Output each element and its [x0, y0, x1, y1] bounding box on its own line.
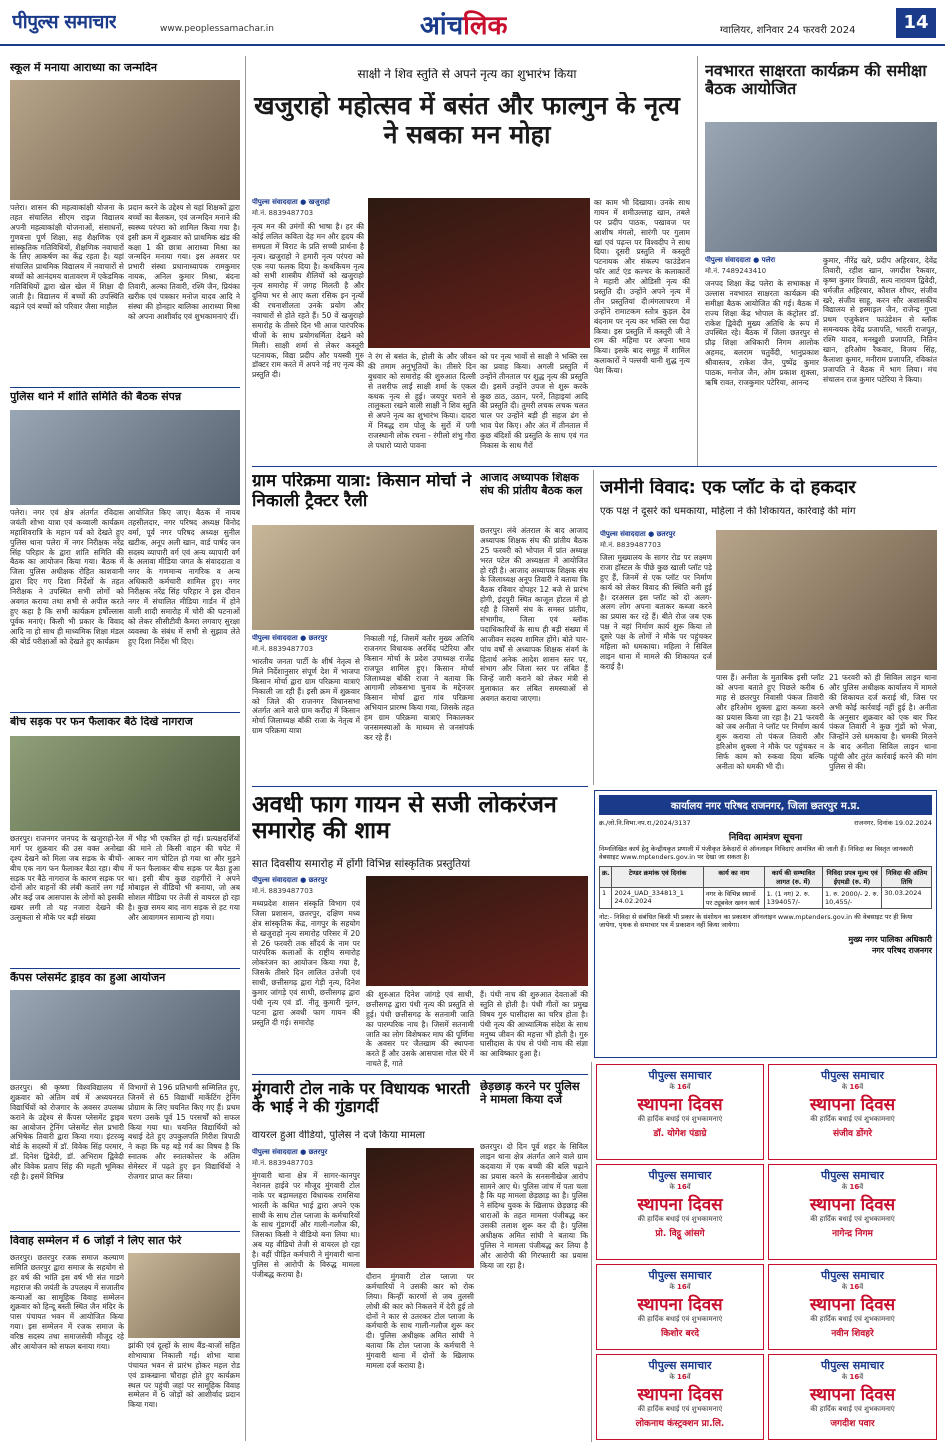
- tender-date: राजनगर, दिनांक 19.02.2024: [854, 819, 932, 827]
- khajuraho-dancer-photo: [368, 198, 590, 348]
- column-divider: [591, 1062, 592, 1442]
- tender-signatory: मुख्य नगर पालिका अधिकारी: [848, 934, 932, 944]
- ad-foundation-day: स्थापना दिवस: [637, 1095, 723, 1115]
- ad-wishes: की हार्दिक बधाई एवं शुभकामनाएं: [637, 1315, 723, 1323]
- ad-number: 16: [676, 1183, 687, 1191]
- ad-card-8[interactable]: [768, 1354, 937, 1440]
- ad-ke: के: [841, 1083, 848, 1091]
- ad-brand: पीपुल्स समाचार: [821, 1269, 884, 1282]
- ad-number: 16: [676, 1283, 687, 1291]
- ad-wishes: की हार्दिक बधाई एवं शुभकामनाएं: [637, 1405, 723, 1413]
- snake-body-1: छतरपुर। राजनगर जनपद के खजुराहो-रेल मार्ग पर शुक्रवार की उस वक्त अनोखा दृश्य देखने को मिला जब सड़क के बीचों-बीच एक नाग फन फैलाकर बैठा रहा। बीच सड़क पर बैठे नागराज के कारण सड़क पर दोनों ओर वाहनों की लंबी कतारें लग गईं और कई जब आसपास के लोगों को इसकी खबर लगी तो यह नजारा देखने की उत्सुकता से मौके पर बड़ी संख्या: [10, 834, 124, 923]
- wedding-body-2: झांकी एवं दूल्हों के साथ बैंड-बाजों सहित शोभायात्रा निकाली गई। शोभा यात्रा पंचायत भवन से प्रारंभ होकर महल रोड एवं डाकखाना चौराहा होते हुए कार्यक्रम स्थल पर पहुंची जहां पर सामूहिक विवाह सम्मेलन में 6 जोड़ों को आशीर्वाद प्रदान किया गया।: [128, 1341, 240, 1410]
- ad-anniversary: [769, 1283, 936, 1292]
- tender-col-header: कार्य का नाम: [703, 866, 764, 887]
- tender-office: कार्यालय नगर परिषद राजनगर, जिला छतरपुर म.प्र.: [599, 795, 932, 815]
- land-photo: [716, 530, 937, 670]
- snake-body-2: में भीड़ भी एकत्रित हो गई। प्रत्यक्षदर्शियों की माने तो किसी वाहन की चपेट में आकर नाग चोटिल हो गया था और मुड़ने में फन फैलाकर बीच सड़क पर बैठा हुआ था। इसी बीच कुछ राहगीरों ने अपने मोबाइल से वीडियो भी बनाया, जो अब सोशल मीडिया पर तेजी से वायरल हो रहा है। कुछ समय बाद नाग सड़क से हट गया और आवागमन सामान्य हो गया।: [128, 834, 240, 923]
- tender-col-header: कार्य की सम्भावित लागत (रु. में): [764, 866, 822, 887]
- ad-brand: पीपुल्स समाचार: [648, 1169, 712, 1182]
- awadhi-subheadline: सात दिवसीय समारोह में होंगी विभिन्न सांस्कृतिक प्रस्तुतियां: [252, 858, 471, 870]
- section-title-b: लिक: [463, 11, 508, 41]
- ad-sponsor-name: प्रो. विट्ठू आंसगे: [655, 1229, 705, 1239]
- khajuraho-body-2: ने रंग से बसंत के, होली के और जीवन की तमाम अनुभूतियों के। तीसरे दिन बुधवार को समारोह की शुरुआत दिल्ली से तशरीफ लाईं साक्षी शर्मा के एकल कथक नृत्य से हुई। जयपुर घराने से तालुकता रखने वाली साक्षी ने शिव स्तुति से अपने नृत्य का शुभारंभ किया। दादरा में निबद्ध राम पोलू के सुरों में पगी राजस्थानी लोक रचना - रंगीलो शंभु गौरा ले पधारो प्यारो पावना: [368, 352, 476, 451]
- ad-ke: के: [669, 1083, 675, 1091]
- awadhi-body-3: हैं। पंथी नाच की शुरुआत देवताओं की स्तुति से होती है। पंथी गीतों का प्रमुख विषय गुरु घासीदास का चरित्र होता है। पंथी नृत्य की आध्यात्मिक संदेश के साथ मनुष्य जीवन की महत्ता भी होती है। गुरु घासीदास के पंथ से पंथी नाच की संज्ञा का आविष्कार हुआ है।: [480, 990, 588, 1059]
- awadhi-mobile: मो.नं. 8839487703: [252, 887, 314, 895]
- ad-anniversary: [597, 1373, 763, 1382]
- column-divider: [593, 470, 594, 785]
- tender-cell: 2024_UAD_334813_1 24.02.2024: [612, 887, 703, 908]
- literacy-headline: नवभारत साक्षरता कार्यक्रम की समीक्षा बैठक आयोजित: [705, 62, 927, 99]
- ad-ke: के: [841, 1283, 848, 1291]
- tender-cell: 30.03.2024: [882, 887, 932, 908]
- ad-ke: के: [669, 1283, 675, 1291]
- awadhi-body-2: की शुरुआत दिनेश जांगड़े एवं साथी, छत्तीसगढ़ द्वारा पंथी नृत्य की प्रस्तुति से हुई। पंथी छत्तीसगढ़ के सतनामी जाति का पारम्परिक नाच है। जिसमें सतनामी जाति का लोग विशेषकर माघ की पूर्णिमा के अवसर पर जैतखाम की स्थापना करते हैं और उसके आसपास गोल घेरे में नाचते हैं, गाते: [366, 990, 474, 1069]
- campus-body-1: छतरपुर। श्री कृष्णा विश्वविद्यालय में शुक्रवार को अंतिम वर्ष में अध्ययनरत विद्यार्थियों को रोजगार के अवसर उपलब्ध कराने के उद्देश्य से कैंपस प्लेसमेंट ड्राइव का आयोजन ट्रेनिंग प्लेसमेंट सेल प्रभारी अभिषेक तिवारी द्वारा किया गया। इंटरव्यू बोर्ड के सदस्यों में डॉ. विवेक सिंह परमार, डॉ. दिनेश द्विवेदी, डॉ. अभिराम द्विवेदी और विवेक प्रताप सिंह की महती भूमिका रही है। इसमें विभिन्न: [10, 1083, 124, 1182]
- ad-sponsor-name: संजीव डोंगरे: [832, 1129, 873, 1139]
- ad-card-1[interactable]: [596, 1064, 764, 1160]
- ad-foundation-day: स्थापना दिवस: [637, 1385, 723, 1405]
- ad-sponsor-name: नागेन्द्र निगम: [832, 1229, 873, 1239]
- teachers-headline: आजाद अध्यापक शिक्षक संघ की प्रांतीय बैठक कल: [480, 472, 583, 497]
- khajuraho-byline: पीपुल्स संवाददाता ● खजुराहो: [252, 198, 330, 206]
- page-number: 14: [896, 8, 936, 38]
- tractor-mobile: मो.नं. 8839487703: [252, 645, 314, 653]
- ad-suffix: वें: [859, 1083, 864, 1091]
- ad-wishes: की हार्दिक बधाई एवं शुभकामनाएं: [637, 1215, 723, 1223]
- ad-anniversary: [769, 1083, 936, 1092]
- tender-signatory-office: नगर परिषद राजनगर: [871, 945, 932, 955]
- tractor-byline: पीपुल्स संवाददाता ● छतरपुर: [252, 634, 328, 642]
- divider: [252, 786, 588, 787]
- ad-brand: पीपुल्स समाचार: [648, 1269, 712, 1282]
- tender-col-header: निविदा प्रपत्र मूल्य एवं ईएमडी (रु. में): [822, 866, 881, 887]
- ad-anniversary: [769, 1183, 936, 1192]
- toll-subheadline: वायरल हुआ वीडियो, पुलिस ने दर्ज किया मामला: [252, 1130, 425, 1141]
- ad-foundation-day: स्थापना दिवस: [809, 1095, 896, 1115]
- ad-number: 16: [676, 1373, 687, 1381]
- ad-card-4[interactable]: [768, 1164, 937, 1260]
- toll-body-2: दौरान मुंगवारी टोल प्लाजा पर कर्मचारियों ने उसकी कार को रोक लिया। किन्हीं कारणों से जब तुलसी लोधी की कार को निकलने में देरी हुई तो दोनों ने कार से उतरकर टोल प्लाजा के कर्मचारी के साथ गाली-गलौज शुरू कर दी। पुलिस अधीक्षक अमित सांघी ने बताया कि टोल प्लाजा के कर्मचारी ने मुंगवारी थाना में दोनों के खिलाफ मामला दर्ज कराया है।: [366, 1272, 474, 1371]
- literacy-byline: पीपुल्स संवाददाता ● पलेरा: [705, 256, 776, 264]
- land-mobile: मो.नं. 8839487703: [600, 541, 662, 549]
- literacy-photo: [705, 122, 937, 252]
- newspaper-logo[interactable]: पीपुल्स समाचार: [12, 11, 117, 33]
- ad-brand: पीपुल्स समाचार: [648, 1359, 712, 1372]
- section-title-a: आंच: [420, 11, 464, 41]
- awadhi-photo: [366, 876, 588, 986]
- teachers-body-1: छतरपुर। लंबे अंतराल के बाद आजाद अध्यापक शिक्षक संघ की प्रांतीय बैठक 25 फरवरी को भोपाल में प्रांत अध्यक्ष भरत पटेल की अध्यक्षता में आयोजित हो रही है। आजाद अध्यापक शिक्षक संघ के जिलाध्यक्ष अनूप तिवारी ने बताया कि बैठक रविवार दोपहर 12 बजे से प्रारंभ होगी, इंदपुरी स्थित काजूल होटल में हो रही है जिसमें संघ के समस्त प्रांतीय, संभागीय, जिला एवं ब्लॉक पदाधिकारियों के साथ ही बड़ी संख्या में आजीवन सदस्य शामिल होंगे। बोते चार-पांच वर्षों से अध्यापक शिक्षक संवर्ग के हितार्थ अनेक आदेश शासन स्तर पर, संभाग और जिला स्तर पर लंबित हैं जिन्हें जारी कराने को लेकर मंत्री से मुलाकात कर लंबित समस्याओं से अवगत कराया जाएगा।: [480, 526, 588, 704]
- tractor-headline: ग्राम परिक्रमा यात्रा: किसान मोर्चा ने निकाली ट्रैक्टर रैली: [252, 472, 472, 511]
- divider: [10, 712, 240, 713]
- land-body-2: पास हैं। अनीता के मुताबिक इसी प्लॉट को अपना बताते हुए पिछले करीब 6 माह से छतरपुर निवासी पंकज तिवारी और हरिओम शुक्ला द्वारा कब्जा करने का प्रयास किया जा रहा है। 21 फरवरी को जब अनीता ने प्लॉट पर निर्माण कार्य शुरू कराया तो पंकज तिवारी और हरिओम शुक्ला ने मौके पर पहुंचकर न सिर्फ काम को रुकवा दिया बल्कि अनीता को धमकी भी दी।: [716, 673, 824, 772]
- campus-headline: कैंपस प्लेसमेंट ड्राइव का हुआ आयोजन: [10, 972, 166, 984]
- ad-sponsor-name: लोकनाथ कंस्ट्रक्शन प्रा.लि.: [635, 1419, 725, 1429]
- ad-foundation-day: स्थापना दिवस: [637, 1295, 723, 1315]
- ad-ke: के: [841, 1373, 848, 1381]
- ad-foundation-day: स्थापना दिवस: [809, 1195, 896, 1215]
- ad-anniversary: [597, 1083, 763, 1092]
- literacy-body-1: जनपद शिक्षा केंद्र पलेरा के सभाकक्ष में उल्लास नवभारत साक्षरता कार्यक्रम की समीक्षा बैठक आयोजित की गई। बैठक में राज्य शिक्षा केंद्र भोपाल के कंट्रोलर डॉ. राकेश द्विवेदी मुख्य अतिथि के रूप में उपस्थित रहे। बैठक में जिला छतरपुर से प्रौढ़ शिक्षा अधिकारी निगम आलोक अहमद, बलराम चतुर्वेदी, भानुप्रकाश श्रीवास्तव, राकेश जैन, पुष्पेंद्र कुमार पाठक, मनोज जैन, ओम प्रकाश शुक्ला, ऋषि रावत, राजकुमार पटेरिया, आनन्द: [705, 279, 819, 387]
- tender-cell: 1: [600, 887, 612, 908]
- school-photo: [10, 80, 240, 200]
- ad-suffix: वें: [859, 1183, 864, 1191]
- molest-body-1: छतरपुर। दो दिन पूर्व शहर के सिविल लाइन थाना क्षेत्र अंतर्गत आने वाले ग्राम कदवाया में एक बच्ची की बलि चढ़ाने का प्रयास करने के सनसनीखेज आरोप सामने आए थे। पुलिस जांच में पता चला है कि यह मामला छेड़छाड़ का है। पुलिस ने संदिग्ध युवक के खिलाफ छेड़छाड़ की धाराओं के तहत मामला पंजीबद्ध कर उसकी तलाश शुरू कर दी है। पुलिस अधीक्षक अमित सांघी ने बताया कि पुलिस ने मामला पंजीबद्ध कर लिया है और आरोपी की गिरफ्तारी का प्रयास किया जा रहा है।: [480, 1142, 588, 1270]
- ad-card-7[interactable]: [596, 1354, 764, 1440]
- tender-note: नोट:- निविदा से संबंधित किसी भी प्रकार के संशोधन का प्रकाशन ऑनलाइन www.mptenders.gov.in की वेबसाइट पर ही किया जायेगा, पृथक से समाचार पत्र में प्रकाशन नहीं किया जायेगा।: [599, 912, 913, 930]
- ad-suffix: वें: [686, 1283, 691, 1291]
- ad-suffix: वें: [859, 1283, 864, 1291]
- ad-ke: के: [841, 1183, 848, 1191]
- awadhi-body-1: मध्यप्रदेश शासन संस्कृति विभाग एवं जिला प्रशासन, छतरपुर, दक्षिण मध्य क्षेत्र सांस्कृतिक केंद्र, नागपुर के सहयोग से खजुराहो नृत्य समारोह परिसर में 20 से 26 फरवरी तक सौंदर्य के नाम पर पारंपरिक कलाओं के राष्ट्रीय समारोह लोकरंजन का आयोजन किया गया है, जिसके तीसरे दिन लालित उत्तेजी एवं साथी, छत्तीसगढ़ द्वारा गेड़ी नृत्य, दिनेश कुमार जांगड़े एवं साथी, छत्तीसगढ़ द्वारा पंथी नृत्य एवं डॉ. नीतू कुमारी नूतन, पटना द्वारा अवधी फाग गायन की प्रस्तुति दी गई। समारोह: [252, 899, 360, 1027]
- column-divider: [697, 56, 698, 466]
- tractor-body-1: भारतीय जनता पार्टी के शीर्ष नेतृत्व से मिले निर्देशानुसार संपूर्ण देश में भाजपा किसान मोर्चा द्वारा ग्राम परिक्रमा यात्राएं निकाली जा रही हैं। इसी क्रम में शुक्रवार को जिले की राजनगर विधानसभा अंतर्गत आने वाले ग्राम करौंदा में किसान मोर्चा जिलाध्यक्ष बाँकी राजा के नेतृत्व में ग्राम परिक्रमा यात्रा: [252, 657, 360, 736]
- ad-brand: पीपुल्स समाचार: [821, 1359, 884, 1372]
- tender-col-header: क्र.: [600, 866, 612, 887]
- ad-sponsor-name: डॉ. योगेश पंडाग्रे: [653, 1129, 707, 1139]
- ad-wishes: की हार्दिक बधाई एवं शुभकामनाएं: [810, 1315, 895, 1323]
- tender-cell: 1. (1 नग) 2. रु. 1394057/-: [764, 887, 822, 908]
- ad-brand: पीपुल्स समाचार: [821, 1169, 884, 1182]
- ad-card-2[interactable]: [768, 1064, 937, 1160]
- ad-anniversary: [769, 1373, 936, 1382]
- tender-col-header: टेण्डर क्रमांक एवं दिनांक: [612, 866, 703, 887]
- tractor-photo: [252, 525, 474, 630]
- literacy-body-2: कुमार, नीरेंद्र खरे, प्रदीप अहिरवार, देवेंद्र तिवारी, रहीश खान, जगदीश रैकवार, कृष्ण कुमार त्रिपाठी, सत्य नारायण द्विवेदी, धर्मजीत अहिरवार, कौशल शौचर, संजीव खरे, संजीव साहू, करन सौर अशासकीय विद्यालय से इस्माइल जैन, राजेन्द्र गुप्ता प्रथम एजुकेशन फाउंडेशन से ब्लॉक समन्वयक देवेंद्र प्रजापति, भारती राजपूत, रश्मि यादव, मनखुशी प्रजापति, नितिन खान, हरिओम रैकवार, विजय सिंह, कैलाशा कुमार, मनीराम प्रजापति, रविकांत प्रजापति ने बैठक में भाग लिया। मंच संचालन राज कुमार पटेरिया ने किया।: [823, 256, 937, 384]
- ad-wishes: की हार्दिक बधाई एवं शुभकामनाएं: [810, 1405, 895, 1413]
- school-body-2: प्रदान करने के उद्देश्य से यहां शिक्षकों द्वारा बच्चों का बैलकम, एवं जन्मदिन मनाने की स्वस्थ्य परंपरा को शामिल किया गया है। इसी क्रम में शुक्रवार को प्राथमिक खंड की कक्षा 1 की छात्रा आराध्या मिश्रा का जन्मदिन मनाया गया। इस अवसर पर प्रभारी संस्था प्रधानाध्यापक रामकुमार नायक, अनिल कुमार मिश्रा, बंदना तिवारी, अल्का तिवारी, रश्मि जैन, प्रियंका खरीक एवं पत्रकार मनोज यादव आदि ने संस्था की होनहार बालिका आराध्या मिश्रा को अपना आशीर्वाद एवं शुभकामनाएं दीं।: [128, 203, 240, 321]
- khajuraho-body-1: नृत्य मन की उमंगों की भाषा है। हर की कोई ललित कविता देह मन और हृदय की समग्रता में विराट के प्रति सच्ची प्रार्थना है नृत्य। खजुराहो ने हमारी नृत्य परंपरा को एक नया फलक दिया है। कथकियम नृत्य को सभी शास्त्रीय शैलियों को खजुराहो नृत्य समारोह में जगह मिलती है और दुनिया भर से आए कला रसिक इन नृत्यों की रचनाशीलता उनके प्रयोग और नवाचारों से होते रहते हैं। 50 वें खजुराहो समारोह के तीसरे दिन भी आज पारंपरिक चीजों के साथ प्रयोगधर्मिता देखने को मिली। साक्षी शर्मा से लेकर कस्तूरी पटनायक, विद्या प्रदीप और पयस्वी गुरु डॉक्टर राम करते में अपने नई नए नृत्य की प्रस्तुति दी।: [252, 222, 364, 380]
- tender-header-row: [600, 866, 932, 887]
- ad-card-5[interactable]: [596, 1264, 764, 1350]
- toll-mobile: मो.नं. 8839487703: [252, 1159, 314, 1167]
- tender-intro: निम्नलिखित कार्य हेतु केन्द्रीयकृत प्रणाली में पंजीकृत ठेकेदारों से ऑनलाइन निविदाएं आमंत्रित की जाती हैं। निविदा का विस्तृत जानकारी वेबसाइट www.mptenders.gov.in पर देखा जा सकता है।: [599, 845, 914, 862]
- literacy-mobile: मो.नं. 7489243410: [705, 267, 767, 275]
- land-body-1: जिला मुख्यालय के सागर रोड पर लक्ष्मण राजा हॉस्टल के पीछे कुछ खाली प्लॉट पड़े हुए हैं, जिनमें से एक प्लॉट पर निर्माण कार्य को लेकर विवाद की स्थिति बनी हुई है। दरअसल इस प्लॉट को दो अलग-अलग लोग अपना बताकर कब्जा करने का प्रयास कर रहे हैं। बीते रोज जब एक पक्ष ने यहां निर्माण कार्य शुरू किया तो दूसरे पक्ष के लोगों ने मौके पर पहुंचकर महिला को धमकाया। महिला ने सिविल लाइन थाना में मामले की शिकायत दर्ज कराई है।: [600, 553, 712, 671]
- divider: [10, 1231, 240, 1232]
- ad-suffix: वें: [686, 1183, 691, 1191]
- police-body-1: पलेरा। नगर एवं क्षेत्र अंतर्गत रविदास जयंती शोभा यात्रा एवं कव्वाली कार्यक्रम महाशिवरात्रि के महान पर्व को देखते हुए पुलिस थाना पलेरा में नगर निरीक्षक नरेंद्र सिंह परिहार के द्वारा शांति समिति की बैठक का आयोजन किया गया। बैठक में जिला पुलिस अधीक्षक रोहित काशवानी द्वारा दिए गए दिशा निर्देशों के तहत निरीक्षक ने उपस्थित सभी लोगों को अवगत कराया तथा सभी से अपील करते हुए कहा है कि सभी कार्यक्रम हर्षोल्लास पूर्वक मनाएं। किसी भी प्रकार के विवाद आदि ना हो साथ ही माध्यमिक शिक्षा मंडल की बोर्ड परीक्षाओं को देखते हुए कार्यक्रम: [10, 508, 124, 646]
- ad-wishes: की हार्दिक बधाई एवं शुभकामनाएं: [810, 1215, 895, 1223]
- divider: [252, 466, 937, 467]
- ad-foundation-day: स्थापना दिवस: [637, 1195, 723, 1215]
- column-divider: [245, 56, 246, 1441]
- ad-number: 16: [849, 1373, 860, 1381]
- ad-suffix: वें: [686, 1373, 691, 1381]
- molest-headline: छेड़छाड़ करने पर पुलिस ने मामला किया दर्ज: [480, 1080, 580, 1107]
- ad-foundation-day: स्थापना दिवस: [809, 1385, 896, 1405]
- snake-headline: बीच सड़क पर फन फैलाकर बैठे दिखे नागराज: [10, 716, 193, 728]
- tender-refline: [599, 818, 932, 827]
- ad-anniversary: [597, 1183, 763, 1192]
- website-url[interactable]: www.peoplessamachar.in: [160, 24, 274, 34]
- tender-cell: नगर के विभिन्न स्थानों पर ट्यूबवेल खनन कार्य: [703, 887, 764, 908]
- khajuraho-body-3: को पर नृत्य भावों से साक्षी ने भक्ति रस का प्रवाह किया। अगली प्रस्तुति में उन्होंने तीनताल पर शुद्ध नृत्य की प्रस्तुति दी। इसमें उन्होंने उपज से शुरू करके कुछ ठाठ, उठान, परनें, तिहाइयां आदि की प्रस्तुति दी। तुमरी लचक लचक चलत चाल पर उन्होंने बड़ी ही सहज ढंग से भाव पेश किए। और अंत में तीनताल में कुछ बंदिशों की प्रस्तुति के साथ एवं गत निकास के साथ गैरों: [480, 352, 588, 451]
- khajuraho-headline: खजुराहो महोत्सव में बसंत और फाल्गुन के नृत्य ने सबका मन मोहा: [254, 92, 680, 149]
- toll-photo: [366, 1148, 474, 1268]
- divider: [10, 387, 240, 388]
- khajuraho-mobile: मो.नं. 8839487703: [252, 209, 314, 217]
- police-headline: पुलिस थाने में शांति समिति की बैठक संपन्न: [10, 391, 182, 403]
- toll-body-1: मुंगवारी थाना क्षेत्र में सागर-कानपुर नेशनल हाईवे पर मौजूद मुंगवारी टोल नाके पर बड़ामलहरा विधायक रामसिया भारती के कथित भाई द्वारा अपने एक साथी के साथ टोल प्लाजा के कर्मचारियों के साथ गुंडागर्दी और गाली-गलौज की, जिसका किसी ने वीडियो बना लिया था। अब यह वीडियो तेजी से वायरल हो रहा है। वहीं पीड़ित कर्मचारी ने मुंगवारी थाना पुलिस से आरोपी के विरुद्ध मामला पंजीबद्ध कराया है।: [252, 1171, 360, 1279]
- ad-suffix: वें: [859, 1373, 864, 1381]
- land-body-3: 21 फरवरी को ही सिविल लाइन थाना और पुलिस अधीक्षक कार्यालय में मामले की शिकायत दर्ज कराई थी, जिस पर अभी कोई कार्रवाई नहीं हुई है। अनीता के अनुसार शुक्रवार को एक बार फिर पंकज तिवारी ने कुछ गुंडों को भेजा, जिन्होंने उसे धमकाया है। धमकी मिलने के बाद अनीता सिविल लाइन थाना पहुंची और तुरंत कार्रवाई करने की मांग पुलिस से की।: [829, 673, 937, 772]
- tender-col-header: निविदा की अंतिम तिथि: [882, 866, 932, 887]
- ad-ke: के: [669, 1183, 675, 1191]
- divider: [252, 1074, 588, 1075]
- campus-body-2: विभागों से 196 प्रतिभागी सम्मिलित हुए, जिनमें से 65 विद्यार्थी मार्केटिंग ट्रेनिंग प्रोग्राम के लिए चयनित किए गए हैं। प्रथम चरण उसके पूर्व 15 परसर्चों को सफल किया गया था। चयनित विद्यार्थियों को बधाई देते हुए उपकुलपति गिरीश त्रिपाठी ने कहा कि यह बड़े गर्व का विषय है कि स्नातक और स्नातकोत्तर के अंतिम सेमेस्टर में पढ़ते हुए इन विद्यार्थियों ने रोजगार प्राप्त कर लिया।: [128, 1083, 240, 1182]
- awadhi-headline: अवधी फाग गायन से सजी लोकरंजन समारोह की शाम: [252, 792, 557, 845]
- ad-brand: पीपुल्स समाचार: [648, 1069, 712, 1082]
- school-headline: स्कूल में मनाया आराध्या का जन्मदिन: [10, 62, 157, 74]
- toll-byline: पीपुल्स संवाददाता ● छतरपुर: [252, 1148, 328, 1156]
- land-subheadline: एक पक्ष ने दूसरे को धमकाया, महिला ने की शिकायत, कार्रवाई की मांग: [600, 506, 856, 517]
- toll-headline: मुंगवारी टोल नाके पर विधायक भारती के भाई ने की गुंडागर्दी: [252, 1080, 470, 1117]
- ad-anniversary: [597, 1283, 763, 1292]
- tractor-body-2: निकाली गई, जिसमें बतौर मुख्य अतिथि राजनगर विधायक अरविंद पटेरिया और किसान मोर्चा के प्रदेश उपाध्यक्ष राजेंद्र राजपूत शामिल हुए। किसान मोर्चा जिलाध्यक्ष बाँकी राजा ने बताया कि आगामी लोकसभा चुनाव के मद्देनजर किसान मोर्चा द्वारा गांव परिक्रमा अभियान प्रारम्भ किया गया, जिसके तहत हम ग्राम परिक्रमा यात्राएं निकालकर जनसमस्याओं के माध्यम से जनसंपर्क कर रहे हैं।: [364, 634, 474, 742]
- ad-ke: के: [669, 1373, 675, 1381]
- ad-number: 16: [849, 1283, 860, 1291]
- school-body-1: पलेरा। शासन की महत्वाकांक्षी योजना के तहत संचालित सीएम राइज विद्यालय अपनी महत्वाकांक्षी योजनाओं, संसाधनों, गुणवत्ता पूर्ण शिक्षा, सह शैक्षणिक एवं सांस्कृतिक गतिविधियों, शैक्षणिक नवाचारों के लिए आकर्षण का केंद्र रहता है। यहां संचालित प्राथमिक विद्यालय में नवाचारों से बच्चों को आनंदमय वातावरण में एकेडमिक गतिविधियों द्वारा खेल खेल में शिक्षा दी जाती है। विद्यालय में बच्चों की उपस्थिति बढ़ाने एवं बच्चों को परिवार जैसा माहौल: [10, 203, 124, 311]
- wedding-headline: विवाह सम्मेलन में 6 जोड़ों ने लिए सात फेरे: [10, 1235, 182, 1247]
- tender-row: [600, 887, 932, 908]
- ad-wishes: की हार्दिक बधाई एवं शुभकामनाएं: [637, 1115, 723, 1123]
- land-byline: पीपुल्स संवाददाता ● छतरपुर: [600, 530, 676, 538]
- ad-number: 16: [676, 1083, 687, 1091]
- police-body-2: आयोजित किए जाए। बैठक में नायब तहसीलदार, नगर परिषद अध्यक्ष विनोद वर्मा, पूर्व नगर परिषद अध्यक्ष सुनील खटीक, अनूप अली खान, वार्ड पार्षद जन सदस्य व्यापारी वर्ग एवं अन्य व्यापारी वर्ग के अलावा मीडिया जगत के संवाददाता व नगर के गणमान्य नागरिक व अन्य अधिकारी कर्मचारी शामिल हुए। नगर निरीक्षक नरेंद्र सिंह परिहार ने इस दौरान नगर में संचालित मीडिया गार्डन में होने वाली शादी समारोह में चोरी की घटनाओं को लेकर सीसीटीवी कैमरा लगवाए सुरक्षा व्यवस्था के संबंध में सभी से सुझाव लेते हुए दिशा निर्देश भी दिए।: [128, 508, 240, 646]
- ad-wishes: की हार्दिक बधाई एवं शुभकामनाएं: [810, 1115, 895, 1123]
- khajuraho-kicker: साक्षी ने शिव स्तुति से अपने नृत्य का शुभारंभ किया: [357, 68, 577, 81]
- khajuraho-body-4: का काम भी दिखाया। उनके साथ गायन में शमीउल्लाह खान, तबले पर प्रदीप पाठक, पखावज पर आशीष मंगलो, सारंगी पर गुलाम खां एवं पढ़न्त पर विश्वदीप ने साथ दिया। दूसरी प्रस्तुति में कस्तूरी पटनायक और संकल्प फाउंडेशन फॉर आर्ट एंड कल्चर के कलाकारों ने महारी और ओडिसी नृत्य की प्रस्तुति दी। उन्होंने अपने नृत्य में तीन प्रस्तुतियां दी।मंगलाचरण में उन्होंने रामाटकम स्तोत्र कुड़ल देव बंदनाम पर नृत्य कर भक्ति रस पैदा किया। इस प्रस्तुति में कस्तूरी जी ने राम की महिमा पर अपना भाव किया। इसके बाद समूह में शामिल कलाकारों ने पल्लवी यानी शुद्ध नृत्य पेश किया।: [594, 198, 690, 376]
- tender-cell: 1. रु. 2000/- 2. रु. 10,455/-: [822, 887, 881, 908]
- ad-number: 16: [849, 1183, 860, 1191]
- divider: [10, 968, 240, 969]
- tender-notice: [594, 790, 937, 1058]
- ad-sponsor-name: नवीन शिवहरे: [831, 1329, 874, 1339]
- ad-card-6[interactable]: [768, 1264, 937, 1350]
- ad-foundation-day: स्थापना दिवस: [809, 1295, 896, 1315]
- tender-table: [599, 866, 932, 909]
- ad-brand: पीपुल्स समाचार: [821, 1069, 884, 1082]
- snake-photo: [10, 736, 240, 831]
- police-photo: [10, 410, 240, 505]
- wedding-body-1: छतरपुर। छतरपुर रजक समाज कल्याण समिति छतरपुर द्वारा समाज के सहयोग से हर वर्ष की भांति इस वर्ष भी संत गाडगे महाराज की जयंती के उपलक्ष्य में सजातीय कन्याओं का सामूहिक विवाह सम्मेलन शुक्रवार को हिन्दू बस्ती स्थित जैन मंदिर के पास पंचायत भवन में आयोजित किया गया। इस सम्मेलन में रजक समाज के वरिष्ठ सदस्य तथा समाजसेवी मौजूद रहे और आयोजन को सफल बनाया गया।: [10, 1253, 124, 1352]
- campus-photo: [10, 990, 240, 1080]
- land-headline: जमीनी विवाद: एक प्लॉट के दो हकदार: [600, 478, 856, 498]
- wedding-photo: [128, 1253, 240, 1338]
- tender-title: निविदा आमंत्रण सूचना: [728, 833, 803, 843]
- ad-number: 16: [849, 1083, 860, 1091]
- dateline: ग्वालियर, शनिवार 24 फरवरी 2024: [720, 25, 856, 36]
- ad-suffix: वें: [686, 1083, 691, 1091]
- section-title: [420, 6, 507, 42]
- awadhi-byline: पीपुल्स संवाददाता ● छतरपुर: [252, 876, 328, 884]
- masthead: [0, 0, 945, 46]
- ad-sponsor-name: किशोर बरदे: [660, 1329, 700, 1339]
- tender-ref: क्र./लो.नि.विभा.नप.रा./2024/3137: [599, 819, 691, 827]
- ad-sponsor-name: जगदीश पवार: [830, 1419, 875, 1429]
- ad-card-3[interactable]: [596, 1164, 764, 1260]
